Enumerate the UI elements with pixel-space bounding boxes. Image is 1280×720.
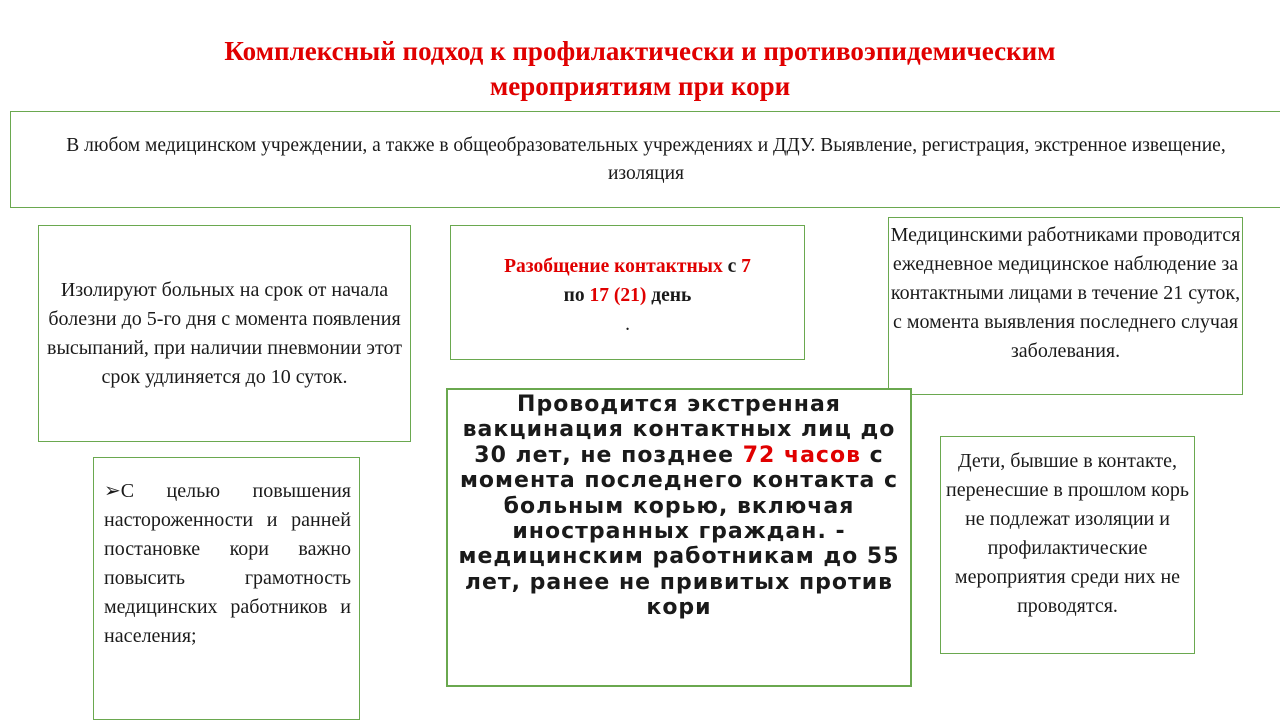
separation-end-day: 17 (21) [589,285,647,306]
separation-connector: с [722,256,742,277]
separation-line2 [451,281,804,310]
children-contact-text: Дети, бывшие в контакте, перенесшие в прошлом корь не подлежат изоляции и профилактические мероприятия среди них не проводятся. [945,450,1190,617]
separation-suffix: день [646,285,692,306]
separation-highlight: Разобщение контактных [504,256,723,277]
daily-observation-text: Медицинскими работниками проводится ежедневное медицинское наблюдение за контактными лицами в течение 21 суток, с момента выявления последнего случая заболевания. [890,224,1241,362]
separation-box [450,225,805,360]
vaccination-text-1: Проводится экстренная вакцинация контактных лиц до 30 лет, не позднее [462,392,896,468]
slide-title [0,34,1280,104]
slide-title-line2: мероприятиям при кори [489,71,791,101]
awareness-text: С целью повышения настороженности и ранней постановке кори важно повысить грамотность медицинских работников и населения; [104,480,351,647]
daily-observation-box [888,217,1243,395]
separation-start-day: 7 [741,256,751,277]
isolation-box [38,225,411,442]
separation-line1 [451,252,804,281]
children-contact-box [940,436,1195,654]
arrow-bullet-icon: ➢ [104,480,121,502]
detection-text: В любом медицинском учреждении, а также в общеобразовательных учреждениях и ДДУ. Выявление, регистрация, экстренное извещение, изоляция [66,134,1226,184]
vaccination-box [446,388,912,687]
slide-title-line1: Комплексный подход к профилактически и противоэпидемическим [224,36,1056,66]
isolation-text: Изолируют больных на срок от начала болезни до 5-го дня с момента появления высыпаний, при наличии пневмонии этот срок удлиняется до 10 суток. [47,278,402,388]
vaccination-text-2: с момента последнего контакта с больным корью, включая иностранных граждан. - медицинским работникам до 55 лет, ранее не привитых против кори [458,442,900,621]
vaccination-deadline: 72 часов [742,442,862,468]
awareness-box [93,457,360,720]
separation-prefix: по [563,285,590,306]
separation-dot: . [625,314,630,335]
detection-box [10,111,1280,208]
